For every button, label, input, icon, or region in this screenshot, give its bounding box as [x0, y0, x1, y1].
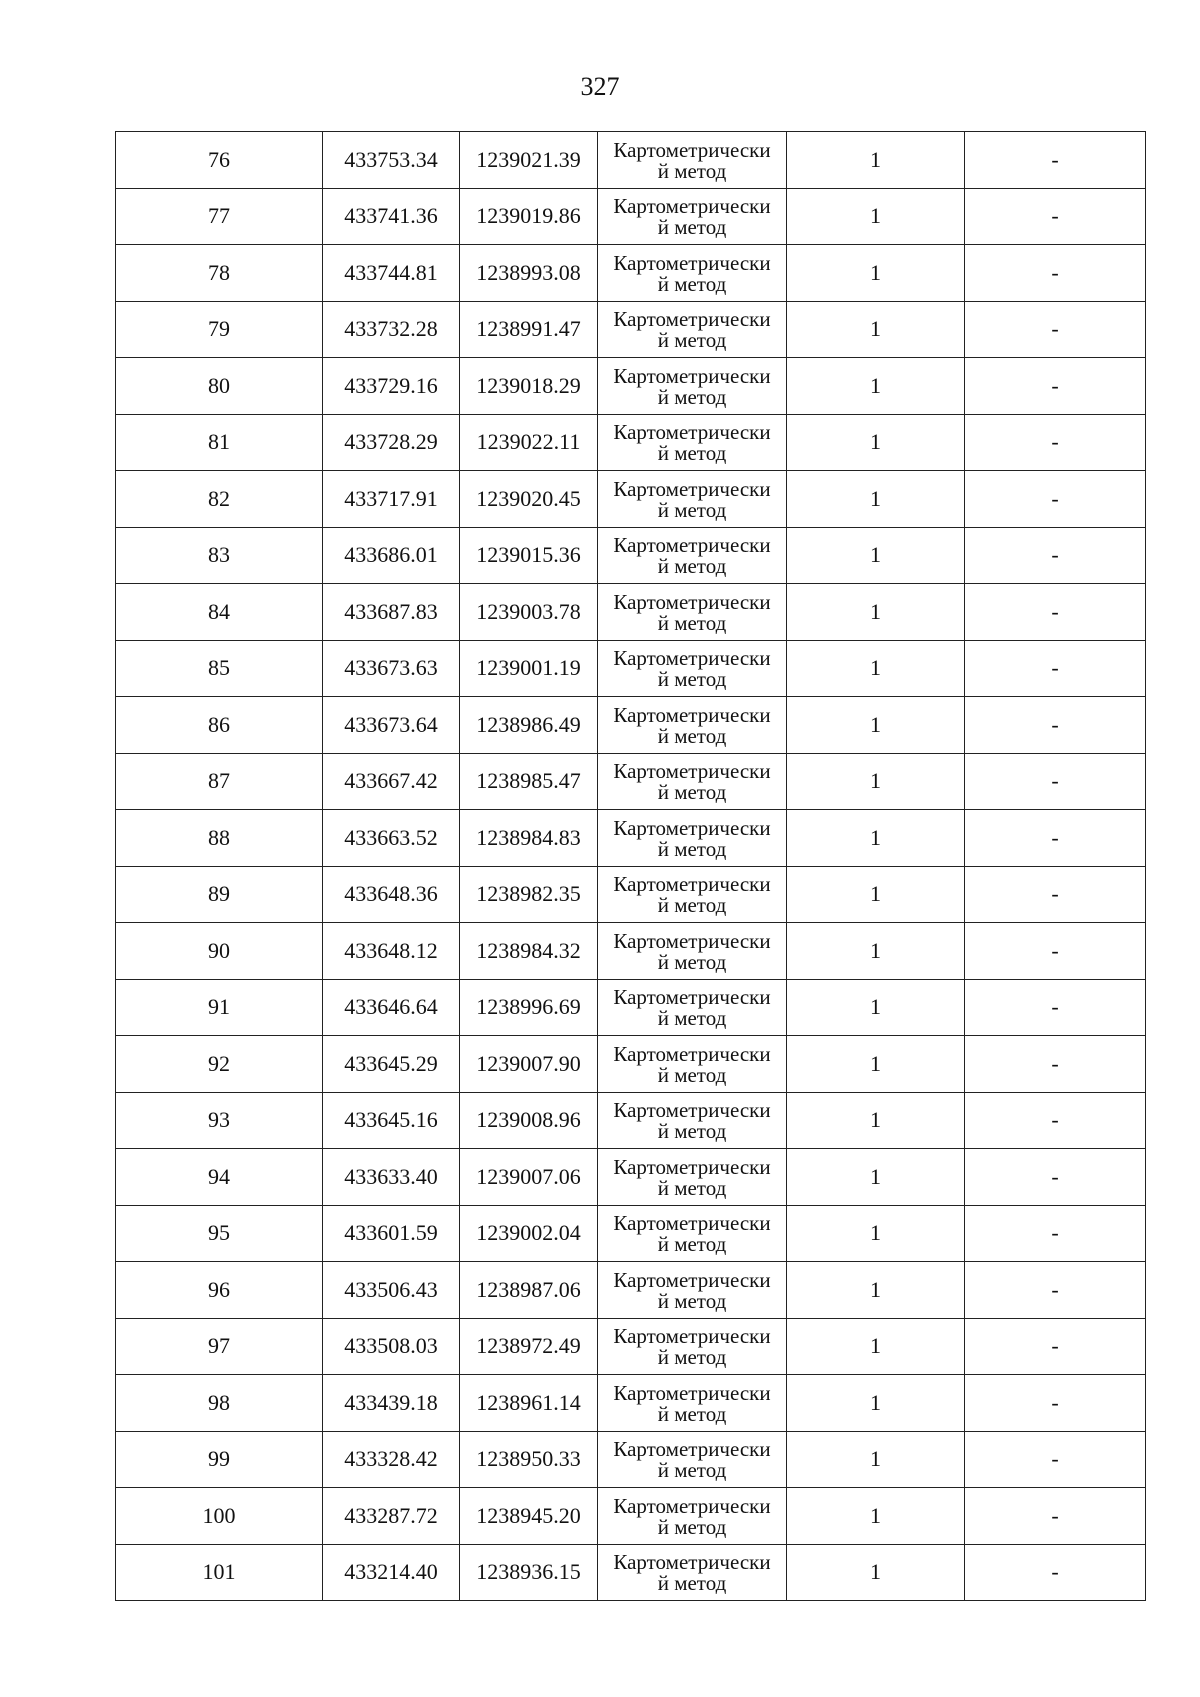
method-text-line-1: Картометрически: [613, 1493, 771, 1518]
point-number-cell: 93: [116, 1092, 323, 1149]
point-number-cell: 86: [116, 697, 323, 754]
method-text-line-2: й метод: [657, 554, 727, 579]
x-coordinate-cell: 433439.18: [323, 1375, 460, 1432]
x-coordinate-cell: 433633.40: [323, 1149, 460, 1206]
note-cell: -: [965, 1036, 1146, 1093]
x-coordinate-cell: 433506.43: [323, 1262, 460, 1319]
note-cell: -: [965, 1544, 1146, 1601]
accuracy-cell: 1: [787, 301, 965, 358]
method-text-line-1: Картометрически: [613, 250, 771, 275]
method-text-line-1: Картометрически: [613, 702, 771, 727]
accuracy-cell: 1: [787, 414, 965, 471]
accuracy-cell: 1: [787, 1488, 965, 1545]
x-coordinate-cell: 433753.34: [323, 132, 460, 189]
method-cell: [598, 1149, 787, 1206]
method-text-line-2: й метод: [657, 1175, 727, 1200]
method-text-line-1: Картометрически: [613, 476, 771, 501]
point-number-cell: 97: [116, 1318, 323, 1375]
point-number-cell: 88: [116, 810, 323, 867]
table-row: [116, 527, 1146, 584]
method-text-line-2: й метод: [657, 384, 727, 409]
accuracy-cell: 1: [787, 753, 965, 810]
accuracy-cell: 1: [787, 527, 965, 584]
method-text-line-2: й метод: [657, 158, 727, 183]
table-row: [116, 697, 1146, 754]
method-cell: [598, 753, 787, 810]
accuracy-cell: 1: [787, 245, 965, 302]
table-row: [116, 923, 1146, 980]
y-coordinate-cell: 1238961.14: [460, 1375, 598, 1432]
point-number-cell: 82: [116, 471, 323, 528]
x-coordinate-cell: 433673.64: [323, 697, 460, 754]
method-text-line-1: Картометрически: [613, 1154, 771, 1179]
method-text-line-1: Картометрически: [613, 1380, 771, 1405]
point-number-cell: 76: [116, 132, 323, 189]
method-text-line-2: й метод: [657, 1288, 727, 1313]
y-coordinate-cell: 1238986.49: [460, 697, 598, 754]
method-cell: [598, 1318, 787, 1375]
y-coordinate-cell: 1239008.96: [460, 1092, 598, 1149]
method-cell: [598, 1544, 787, 1601]
table-row: [116, 1488, 1146, 1545]
point-number-cell: 89: [116, 866, 323, 923]
y-coordinate-cell: 1239007.90: [460, 1036, 598, 1093]
note-cell: -: [965, 753, 1146, 810]
y-coordinate-cell: 1239001.19: [460, 640, 598, 697]
method-text-line-1: Картометрически: [613, 307, 771, 332]
method-text-line-1: Картометрически: [613, 815, 771, 840]
method-text-line-2: й метод: [657, 1006, 727, 1031]
method-text-line-2: й метод: [657, 441, 727, 466]
note-cell: -: [965, 358, 1146, 415]
table-row: [116, 245, 1146, 302]
x-coordinate-cell: 433687.83: [323, 584, 460, 641]
method-cell: [598, 1092, 787, 1149]
method-cell: [598, 471, 787, 528]
method-cell: [598, 301, 787, 358]
method-text-line-1: Картометрически: [613, 1437, 771, 1462]
y-coordinate-cell: 1239019.86: [460, 188, 598, 245]
table-row: [116, 810, 1146, 867]
point-number-cell: 91: [116, 979, 323, 1036]
method-text-line-1: Картометрически: [613, 1550, 771, 1575]
method-text-line-2: й метод: [657, 893, 727, 918]
point-number-cell: 79: [116, 301, 323, 358]
method-cell: [598, 640, 787, 697]
method-text-line-1: Картометрически: [613, 137, 771, 162]
method-text-line-1: Картометрически: [613, 1098, 771, 1123]
x-coordinate-cell: 433601.59: [323, 1205, 460, 1262]
table-row: [116, 358, 1146, 415]
x-coordinate-cell: 433645.29: [323, 1036, 460, 1093]
method-text-line-1: Картометрически: [613, 1267, 771, 1292]
x-coordinate-cell: 433328.42: [323, 1431, 460, 1488]
x-coordinate-cell: 433648.36: [323, 866, 460, 923]
note-cell: -: [965, 810, 1146, 867]
note-cell: -: [965, 414, 1146, 471]
method-text-line-2: й метод: [657, 949, 727, 974]
point-number-cell: 100: [116, 1488, 323, 1545]
accuracy-cell: 1: [787, 1262, 965, 1319]
table-row: [116, 640, 1146, 697]
method-cell: [598, 810, 787, 867]
note-cell: -: [965, 188, 1146, 245]
accuracy-cell: 1: [787, 1036, 965, 1093]
note-cell: -: [965, 923, 1146, 980]
note-cell: -: [965, 640, 1146, 697]
point-number-cell: 77: [116, 188, 323, 245]
note-cell: -: [965, 1318, 1146, 1375]
method-cell: [598, 245, 787, 302]
y-coordinate-cell: 1238985.47: [460, 753, 598, 810]
method-cell: [598, 866, 787, 923]
note-cell: -: [965, 866, 1146, 923]
point-number-cell: 96: [116, 1262, 323, 1319]
method-text-line-2: й метод: [657, 836, 727, 861]
method-cell: [598, 584, 787, 641]
y-coordinate-cell: 1238984.83: [460, 810, 598, 867]
x-coordinate-cell: 433663.52: [323, 810, 460, 867]
x-coordinate-cell: 433732.28: [323, 301, 460, 358]
x-coordinate-cell: 433744.81: [323, 245, 460, 302]
method-text-line-2: й метод: [657, 271, 727, 296]
method-text-line-1: Картометрически: [613, 928, 771, 953]
point-number-cell: 94: [116, 1149, 323, 1206]
method-cell: [598, 697, 787, 754]
method-text-line-2: й метод: [657, 1401, 727, 1426]
table-row: [116, 301, 1146, 358]
accuracy-cell: 1: [787, 471, 965, 528]
note-cell: -: [965, 527, 1146, 584]
method-text-line-1: Картометрически: [613, 985, 771, 1010]
point-number-cell: 90: [116, 923, 323, 980]
table-row: [116, 414, 1146, 471]
note-cell: -: [965, 471, 1146, 528]
y-coordinate-cell: 1238987.06: [460, 1262, 598, 1319]
coordinates-table-body: [116, 132, 1146, 1601]
point-number-cell: 99: [116, 1431, 323, 1488]
method-text-line-1: Картометрически: [613, 589, 771, 614]
method-text-line-1: Картометрически: [613, 759, 771, 784]
accuracy-cell: 1: [787, 358, 965, 415]
table-row: [116, 1262, 1146, 1319]
method-text-line-1: Картометрически: [613, 1211, 771, 1236]
page-number: 327: [580, 72, 620, 101]
y-coordinate-cell: 1239015.36: [460, 527, 598, 584]
method-text-line-2: й метод: [657, 1458, 727, 1483]
accuracy-cell: 1: [787, 1318, 965, 1375]
note-cell: -: [965, 979, 1146, 1036]
method-cell: [598, 1431, 787, 1488]
method-cell: [598, 1036, 787, 1093]
note-cell: -: [965, 245, 1146, 302]
table-row: [116, 1431, 1146, 1488]
method-cell: [598, 358, 787, 415]
accuracy-cell: 1: [787, 866, 965, 923]
table-row: [116, 132, 1146, 189]
note-cell: -: [965, 584, 1146, 641]
method-text-line-2: й метод: [657, 1119, 727, 1144]
method-text-line-2: й метод: [657, 328, 727, 353]
note-cell: -: [965, 132, 1146, 189]
y-coordinate-cell: 1239021.39: [460, 132, 598, 189]
method-text-line-1: Картометрически: [613, 194, 771, 219]
accuracy-cell: 1: [787, 132, 965, 189]
accuracy-cell: 1: [787, 1205, 965, 1262]
method-text-line-2: й метод: [657, 610, 727, 635]
method-text-line-2: й метод: [657, 215, 727, 240]
table-row: [116, 1544, 1146, 1601]
y-coordinate-cell: 1239007.06: [460, 1149, 598, 1206]
method-text-line-1: Картометрически: [613, 420, 771, 445]
table-row: [116, 866, 1146, 923]
method-cell: [598, 923, 787, 980]
point-number-cell: 85: [116, 640, 323, 697]
accuracy-cell: 1: [787, 1149, 965, 1206]
table-row: [116, 471, 1146, 528]
method-cell: [598, 527, 787, 584]
note-cell: -: [965, 1431, 1146, 1488]
x-coordinate-cell: 433728.29: [323, 414, 460, 471]
note-cell: -: [965, 697, 1146, 754]
table-row: [116, 584, 1146, 641]
method-text-line-1: Картометрически: [613, 1324, 771, 1349]
x-coordinate-cell: 433686.01: [323, 527, 460, 584]
x-coordinate-cell: 433729.16: [323, 358, 460, 415]
table-row: [116, 979, 1146, 1036]
note-cell: -: [965, 1262, 1146, 1319]
method-cell: [598, 1375, 787, 1432]
method-text-line-2: й метод: [657, 667, 727, 692]
accuracy-cell: 1: [787, 1431, 965, 1488]
method-text-line-1: Картометрически: [613, 533, 771, 558]
accuracy-cell: 1: [787, 1375, 965, 1432]
method-text-line-2: й метод: [657, 497, 727, 522]
method-text-line-2: й метод: [657, 1345, 727, 1370]
point-number-cell: 78: [116, 245, 323, 302]
accuracy-cell: 1: [787, 1544, 965, 1601]
accuracy-cell: 1: [787, 188, 965, 245]
note-cell: -: [965, 1092, 1146, 1149]
method-cell: [598, 132, 787, 189]
y-coordinate-cell: 1239002.04: [460, 1205, 598, 1262]
table-row: [116, 188, 1146, 245]
y-coordinate-cell: 1239022.11: [460, 414, 598, 471]
method-text-line-2: й метод: [657, 780, 727, 805]
accuracy-cell: 1: [787, 979, 965, 1036]
point-number-cell: 80: [116, 358, 323, 415]
x-coordinate-cell: 433717.91: [323, 471, 460, 528]
y-coordinate-cell: 1238996.69: [460, 979, 598, 1036]
method-text-line-2: й метод: [657, 1232, 727, 1257]
x-coordinate-cell: 433508.03: [323, 1318, 460, 1375]
table-row: [116, 1375, 1146, 1432]
method-text-line-2: й метод: [657, 1571, 727, 1596]
x-coordinate-cell: 433673.63: [323, 640, 460, 697]
y-coordinate-cell: 1238972.49: [460, 1318, 598, 1375]
table-row: [116, 753, 1146, 810]
accuracy-cell: 1: [787, 584, 965, 641]
note-cell: -: [965, 1205, 1146, 1262]
coordinates-table: [115, 131, 1146, 1601]
point-number-cell: 83: [116, 527, 323, 584]
note-cell: -: [965, 1375, 1146, 1432]
method-text-line-1: Картометрически: [613, 1041, 771, 1066]
x-coordinate-cell: 433645.16: [323, 1092, 460, 1149]
x-coordinate-cell: 433646.64: [323, 979, 460, 1036]
table-row: [116, 1205, 1146, 1262]
method-cell: [598, 979, 787, 1036]
point-number-cell: 101: [116, 1544, 323, 1601]
y-coordinate-cell: 1239020.45: [460, 471, 598, 528]
y-coordinate-cell: 1238993.08: [460, 245, 598, 302]
method-cell: [598, 1488, 787, 1545]
accuracy-cell: 1: [787, 923, 965, 980]
point-number-cell: 87: [116, 753, 323, 810]
method-text-line-2: й метод: [657, 1514, 727, 1539]
method-text-line-2: й метод: [657, 723, 727, 748]
table-row: [116, 1092, 1146, 1149]
method-text-line-2: й метод: [657, 1062, 727, 1087]
note-cell: -: [965, 1149, 1146, 1206]
x-coordinate-cell: 433214.40: [323, 1544, 460, 1601]
x-coordinate-cell: 433648.12: [323, 923, 460, 980]
point-number-cell: 95: [116, 1205, 323, 1262]
accuracy-cell: 1: [787, 640, 965, 697]
accuracy-cell: 1: [787, 697, 965, 754]
x-coordinate-cell: 433287.72: [323, 1488, 460, 1545]
note-cell: -: [965, 301, 1146, 358]
y-coordinate-cell: 1238936.15: [460, 1544, 598, 1601]
y-coordinate-cell: 1239018.29: [460, 358, 598, 415]
method-text-line-1: Картометрически: [613, 646, 771, 671]
method-cell: [598, 414, 787, 471]
point-number-cell: 84: [116, 584, 323, 641]
point-number-cell: 81: [116, 414, 323, 471]
method-text-line-1: Картометрически: [613, 363, 771, 388]
point-number-cell: 92: [116, 1036, 323, 1093]
table-row: [116, 1149, 1146, 1206]
method-cell: [598, 188, 787, 245]
method-cell: [598, 1262, 787, 1319]
y-coordinate-cell: 1239003.78: [460, 584, 598, 641]
y-coordinate-cell: 1238982.35: [460, 866, 598, 923]
accuracy-cell: 1: [787, 810, 965, 867]
y-coordinate-cell: 1238945.20: [460, 1488, 598, 1545]
point-number-cell: 98: [116, 1375, 323, 1432]
x-coordinate-cell: 433741.36: [323, 188, 460, 245]
y-coordinate-cell: 1238991.47: [460, 301, 598, 358]
table-row: [116, 1318, 1146, 1375]
x-coordinate-cell: 433667.42: [323, 753, 460, 810]
table-row: [116, 1036, 1146, 1093]
accuracy-cell: 1: [787, 1092, 965, 1149]
method-cell: [598, 1205, 787, 1262]
method-text-line-1: Картометрически: [613, 872, 771, 897]
note-cell: -: [965, 1488, 1146, 1545]
y-coordinate-cell: 1238984.32: [460, 923, 598, 980]
y-coordinate-cell: 1238950.33: [460, 1431, 598, 1488]
